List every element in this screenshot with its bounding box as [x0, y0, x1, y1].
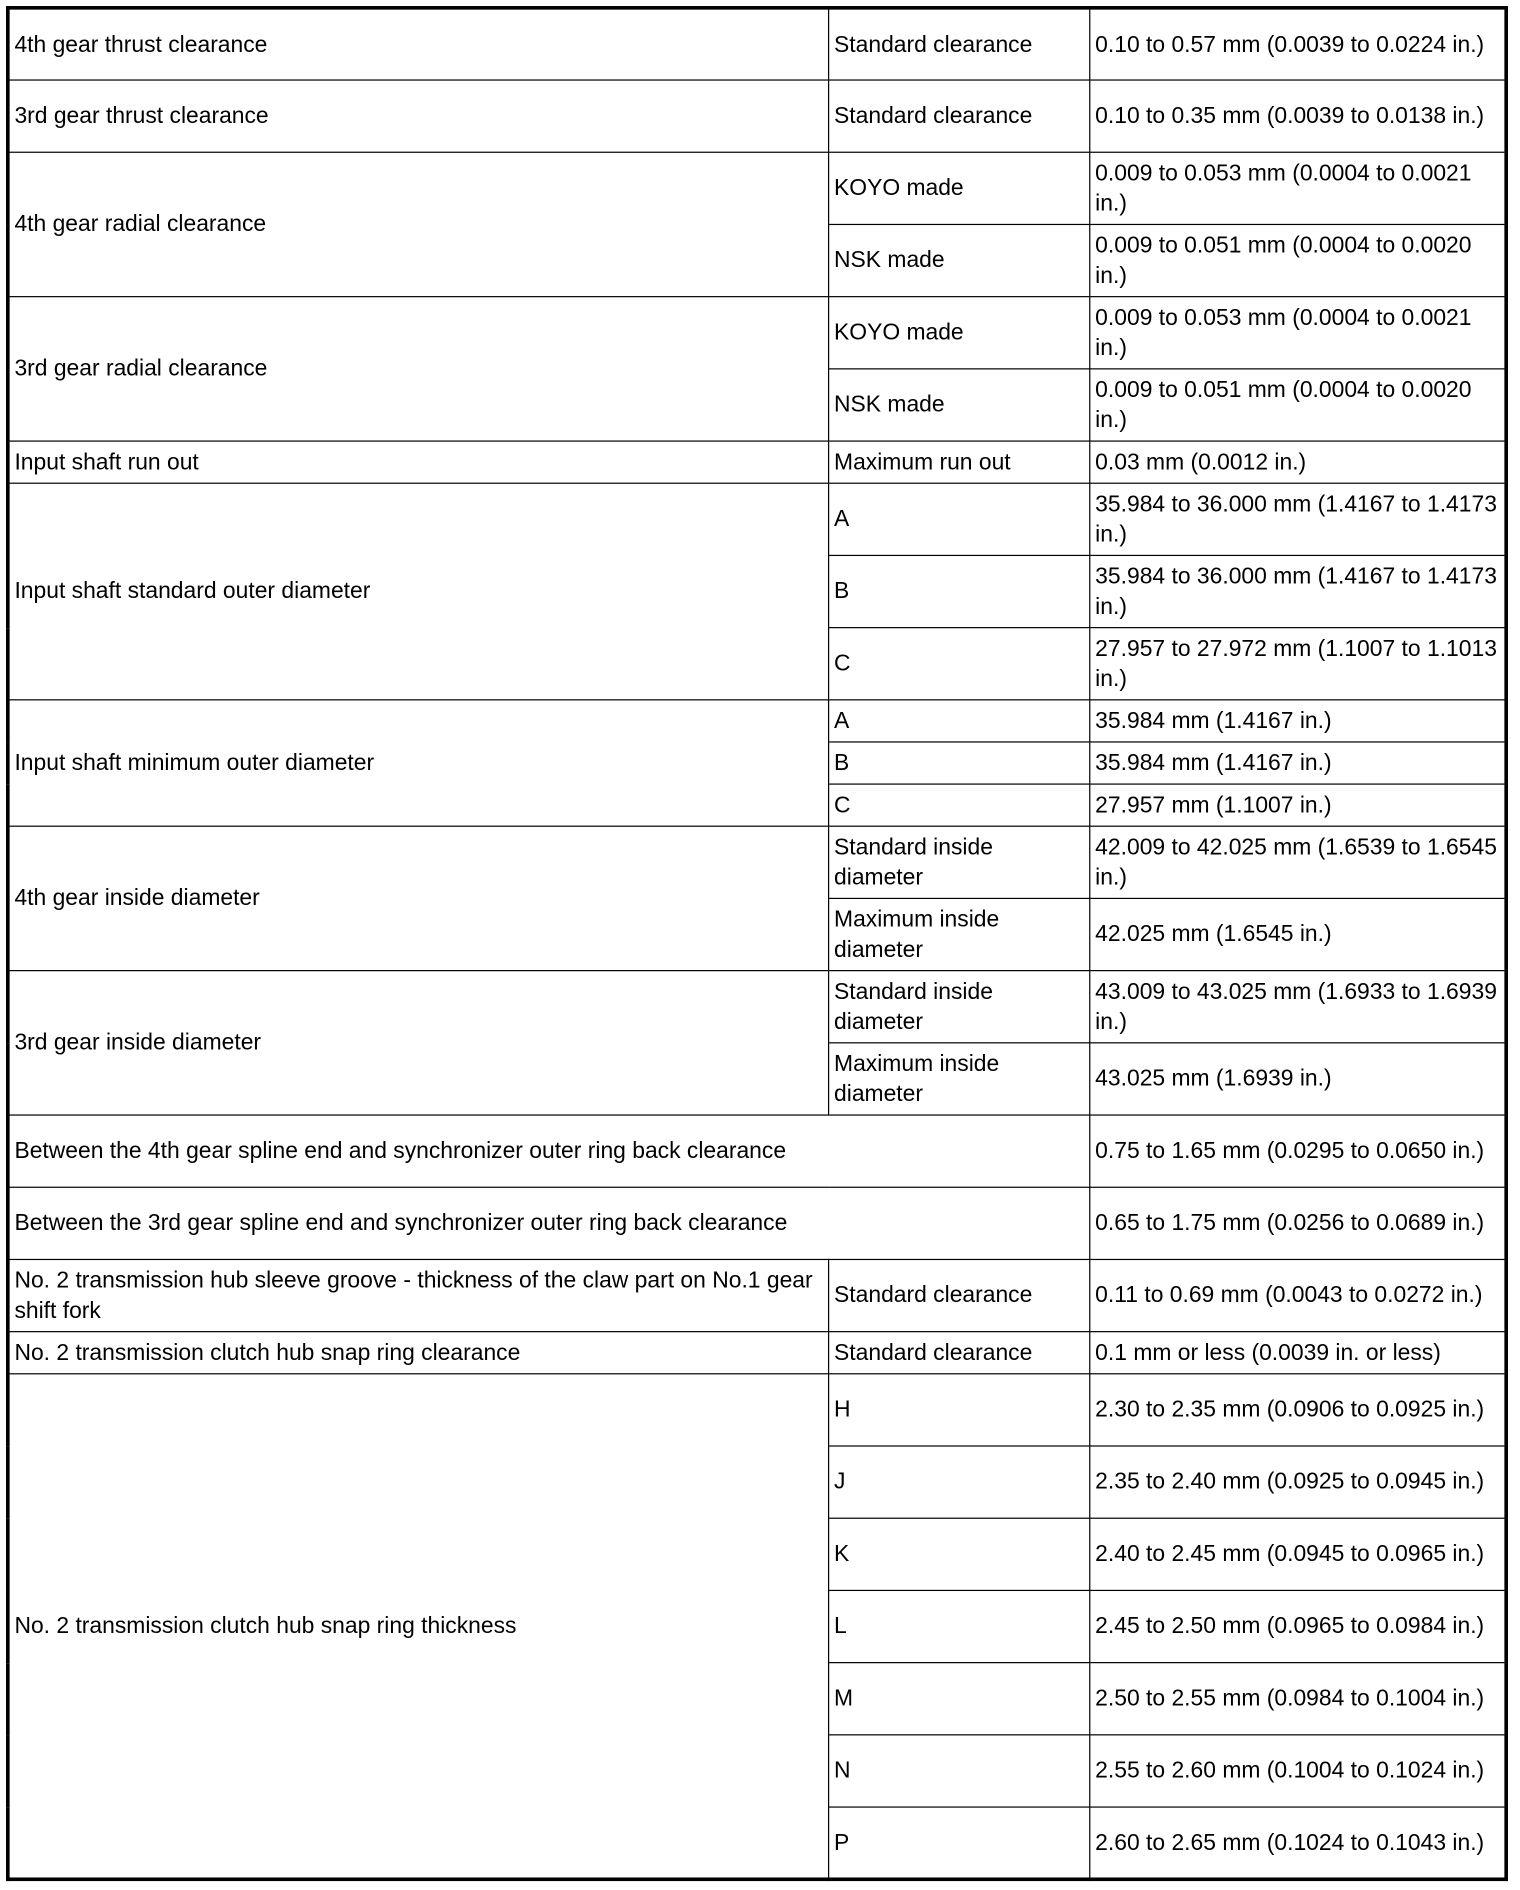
condition-cell: KOYO made — [829, 297, 1090, 369]
value-cell: 0.009 to 0.053 mm (0.0004 to 0.0021 in.) — [1090, 297, 1506, 369]
value-cell: 2.40 to 2.45 mm (0.0945 to 0.0965 in.) — [1090, 1518, 1506, 1590]
item-cell: Between the 4th gear spline end and synchronizer outer ring back clearance — [8, 1115, 1090, 1187]
table-row — [8, 297, 1506, 369]
value-cell: 42.009 to 42.025 mm (1.6539 to 1.6545 in.) — [1090, 826, 1506, 898]
condition-cell: K — [829, 1518, 1090, 1590]
value-cell: 0.009 to 0.051 mm (0.0004 to 0.0020 in.) — [1090, 369, 1506, 441]
item-cell: Input shaft minimum outer diameter — [8, 700, 829, 826]
value-cell: 0.009 to 0.051 mm (0.0004 to 0.0020 in.) — [1090, 224, 1506, 296]
value-cell: 43.009 to 43.025 mm (1.6933 to 1.6939 in.) — [1090, 971, 1506, 1043]
value-cell: 0.1 mm or less (0.0039 in. or less) — [1090, 1332, 1506, 1374]
value-cell: 0.10 to 0.57 mm (0.0039 to 0.0224 in.) — [1090, 8, 1506, 80]
condition-cell: Standard inside diameter — [829, 826, 1090, 898]
table-row — [8, 483, 1506, 555]
value-cell: 2.55 to 2.60 mm (0.1004 to 0.1024 in.) — [1090, 1735, 1506, 1807]
condition-cell: C — [829, 784, 1090, 826]
condition-cell: NSK made — [829, 224, 1090, 296]
condition-cell: P — [829, 1807, 1090, 1879]
condition-cell: L — [829, 1590, 1090, 1662]
table-row — [8, 441, 1506, 483]
value-cell: 35.984 to 36.000 mm (1.4167 to 1.4173 in.) — [1090, 555, 1506, 627]
item-cell: 4th gear inside diameter — [8, 826, 829, 970]
table-row — [8, 1259, 1506, 1331]
table-row — [8, 152, 1506, 224]
condition-cell: NSK made — [829, 369, 1090, 441]
value-cell: 2.60 to 2.65 mm (0.1024 to 0.1043 in.) — [1090, 1807, 1506, 1879]
item-cell: No. 2 transmission hub sleeve groove - thickness of the claw part on No.1 gear shift fork — [8, 1259, 829, 1331]
specification-table — [6, 6, 1508, 1881]
table-row — [8, 971, 1506, 1043]
value-cell: 0.009 to 0.053 mm (0.0004 to 0.0021 in.) — [1090, 152, 1506, 224]
item-cell: 3rd gear radial clearance — [8, 297, 829, 441]
value-cell: 2.35 to 2.40 mm (0.0925 to 0.0945 in.) — [1090, 1446, 1506, 1518]
item-cell: 3rd gear thrust clearance — [8, 80, 829, 152]
value-cell: 42.025 mm (1.6545 in.) — [1090, 898, 1506, 970]
value-cell: 27.957 to 27.972 mm (1.1007 to 1.1013 in.) — [1090, 628, 1506, 700]
table-row — [8, 1332, 1506, 1374]
condition-cell: Maximum run out — [829, 441, 1090, 483]
condition-cell: Standard inside diameter — [829, 971, 1090, 1043]
value-cell: 0.65 to 1.75 mm (0.0256 to 0.0689 in.) — [1090, 1187, 1506, 1259]
item-cell: 4th gear radial clearance — [8, 152, 829, 296]
table-row — [8, 700, 1506, 742]
condition-cell: N — [829, 1735, 1090, 1807]
item-cell: Input shaft standard outer diameter — [8, 483, 829, 700]
condition-cell: H — [829, 1374, 1090, 1446]
item-cell: Input shaft run out — [8, 441, 829, 483]
item-cell: Between the 3rd gear spline end and synchronizer outer ring back clearance — [8, 1187, 1090, 1259]
condition-cell: A — [829, 700, 1090, 742]
condition-cell: Standard clearance — [829, 1259, 1090, 1331]
value-cell: 0.03 mm (0.0012 in.) — [1090, 441, 1506, 483]
condition-cell: J — [829, 1446, 1090, 1518]
table-row — [8, 8, 1506, 80]
value-cell: 35.984 mm (1.4167 in.) — [1090, 700, 1506, 742]
condition-cell: Maximum inside diameter — [829, 898, 1090, 970]
item-cell: No. 2 transmission clutch hub snap ring clearance — [8, 1332, 829, 1374]
value-cell: 35.984 mm (1.4167 in.) — [1090, 742, 1506, 784]
item-cell: 4th gear thrust clearance — [8, 8, 829, 80]
value-cell: 2.30 to 2.35 mm (0.0906 to 0.0925 in.) — [1090, 1374, 1506, 1446]
table-row — [8, 1187, 1506, 1259]
value-cell: 2.45 to 2.50 mm (0.0965 to 0.0984 in.) — [1090, 1590, 1506, 1662]
value-cell: 35.984 to 36.000 mm (1.4167 to 1.4173 in.) — [1090, 483, 1506, 555]
table-row — [8, 826, 1506, 898]
table-row — [8, 1374, 1506, 1446]
condition-cell: M — [829, 1663, 1090, 1735]
condition-cell: Standard clearance — [829, 8, 1090, 80]
item-cell: No. 2 transmission clutch hub snap ring thickness — [8, 1374, 829, 1879]
value-cell: 43.025 mm (1.6939 in.) — [1090, 1043, 1506, 1115]
condition-cell: Standard clearance — [829, 80, 1090, 152]
condition-cell: KOYO made — [829, 152, 1090, 224]
condition-cell: A — [829, 483, 1090, 555]
condition-cell: Standard clearance — [829, 1332, 1090, 1374]
value-cell: 0.11 to 0.69 mm (0.0043 to 0.0272 in.) — [1090, 1259, 1506, 1331]
value-cell: 0.75 to 1.65 mm (0.0295 to 0.0650 in.) — [1090, 1115, 1506, 1187]
condition-cell: Maximum inside diameter — [829, 1043, 1090, 1115]
value-cell: 27.957 mm (1.1007 in.) — [1090, 784, 1506, 826]
condition-cell: B — [829, 742, 1090, 784]
condition-cell: B — [829, 555, 1090, 627]
table-row — [8, 80, 1506, 152]
table-row — [8, 1115, 1506, 1187]
condition-cell: C — [829, 628, 1090, 700]
value-cell: 2.50 to 2.55 mm (0.0984 to 0.1004 in.) — [1090, 1663, 1506, 1735]
value-cell: 0.10 to 0.35 mm (0.0039 to 0.0138 in.) — [1090, 80, 1506, 152]
item-cell: 3rd gear inside diameter — [8, 971, 829, 1115]
